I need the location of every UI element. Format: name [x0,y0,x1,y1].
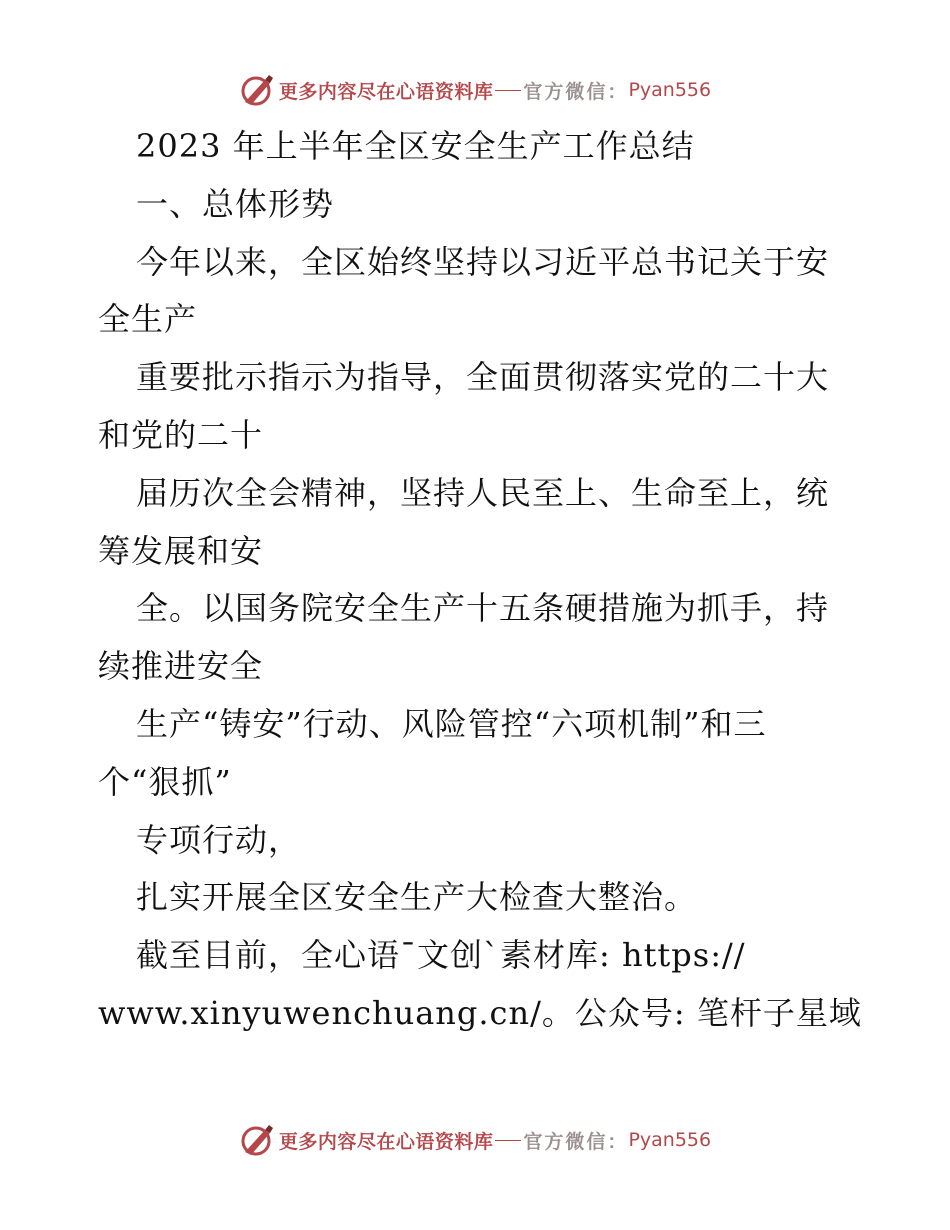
paragraph-line: 生产“铸安”行动、风险管控“六项机制”和三 [136,704,767,743]
paragraph-line: 专项行动， [136,820,302,859]
banner-brand-text: 更多内容尽在心语资料库 [278,80,494,103]
paragraph-line: 个“狠抓” [98,762,232,801]
footer-watermark-banner [0,1120,950,1160]
paragraph-line: 重要批示指示为指导，全面贯彻落实党的二十大 [136,358,830,397]
paragraph-line: 今年以来，全区始终坚持以习近平总书记关于安 [136,242,830,281]
paragraph-line: 届历次全会精神，坚持人民至上、生命至上，统 [136,473,830,512]
pen-logo-icon [239,72,275,108]
document-body [98,118,862,1043]
paragraph-line: 筹发展和安 [98,531,264,570]
paragraph-line: 和党的二十 [98,415,264,454]
paragraph-line: 截至目前，全心语¯文创`素材库: https:// [136,936,746,975]
paragraph-line: 扎实开展全区安全生产大检查大整治。 [136,878,698,917]
paragraph-line: 续推进安全 [98,647,264,686]
banner-wechat-id: Pyan556 [628,1129,712,1151]
banner-brand-text: 更多内容尽在心语资料库 [278,1130,494,1153]
section-heading: 一、总体形势 [136,184,335,223]
banner-wechat-label: 官方微信： [523,1130,629,1153]
banner-dash [495,1140,521,1141]
banner-dash [495,90,521,91]
website-line: www.xinyuwenchuang.cn/。公众号: 笔杆子星域 [98,993,862,1032]
banner-wechat-id: Pyan556 [628,79,712,101]
paragraph-line: 全。以国务院安全生产十五条硬措施为抓手，持 [136,589,830,628]
paragraph-line: 全生产 [98,300,198,339]
banner-wechat-label: 官方微信： [523,80,629,103]
pen-logo-icon [239,1122,275,1158]
header-watermark-banner [0,70,950,110]
document-title: 2023 年上半年全区安全生产工作总结 [136,127,695,165]
